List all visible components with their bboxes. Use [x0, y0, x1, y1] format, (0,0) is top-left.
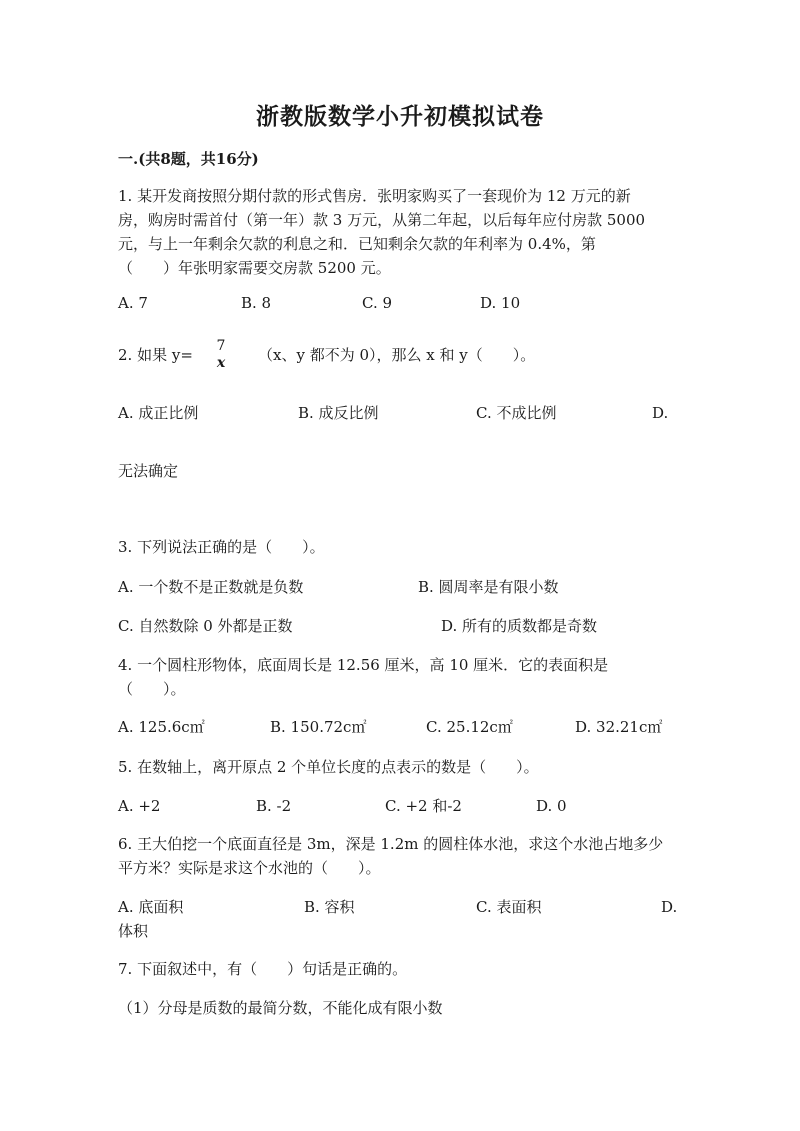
fraction-denominator: x — [216, 355, 226, 371]
question-6-option-c[interactable]: C. 表面积 — [476, 898, 542, 916]
question-1-option-a[interactable]: A. 7 — [118, 294, 148, 312]
section-heading: 一.(共8题，共16分) — [118, 150, 259, 168]
question-2-prefix: 2. 如果 y= — [118, 346, 193, 364]
question-2-option-d-text: 无法确定 — [118, 462, 179, 480]
question-7-statement-1: （1）分母是质数的最简分数，不能化成有限小数 — [118, 999, 443, 1017]
question-1-option-b[interactable]: B. 8 — [241, 294, 272, 312]
question-4-option-a[interactable]: A. 125.6c㎡ — [118, 718, 205, 736]
question-2-suffix: （x、y 都不为 0），那么 x 和 y（ ）。 — [258, 346, 536, 364]
question-5-option-a[interactable]: A. +2 — [118, 797, 161, 815]
question-1-line-3: 元，与上一年剩余欠款的利息之和．已知剩余欠款的年利率为 0.4%，第 — [118, 235, 596, 253]
question-1-option-c[interactable]: C. 9 — [362, 294, 393, 312]
question-6-option-a[interactable]: A. 底面积 — [118, 898, 184, 916]
page-title: 浙教版数学小升初模拟试卷 — [256, 103, 544, 130]
question-3-option-d[interactable]: D. 所有的质数都是奇数 — [441, 617, 598, 635]
question-5-option-d[interactable]: D. 0 — [536, 797, 567, 815]
question-6-option-d[interactable]: D. — [661, 898, 678, 916]
question-2-option-d[interactable]: D. — [652, 404, 669, 422]
question-5-stem: 5. 在数轴上，离开原点 2 个单位长度的点表示的数是（ ）。 — [118, 758, 539, 776]
question-7-stem: 7. 下面叙述中，有（ ）句话是正确的。 — [118, 960, 408, 978]
question-5-option-c[interactable]: C. +2 和-2 — [385, 797, 462, 815]
question-1-line-4: （ ）年张明家需要交房款 5200 元。 — [118, 259, 391, 277]
fraction-numerator: 7 — [216, 338, 226, 354]
question-2-option-a[interactable]: A. 成正比例 — [118, 404, 199, 422]
question-4-option-c[interactable]: C. 25.12c㎡ — [426, 718, 513, 736]
question-1-line-2: 房，购房时需首付（第一年）款 3 万元，从第二年起，以后每年应付房款 5000 — [118, 211, 646, 229]
question-4-line-1: 4. 一个圆柱形物体，底面周长是 12.56 厘米，高 10 厘米．它的表面积是 — [118, 656, 609, 674]
question-3-option-c[interactable]: C. 自然数除 0 外都是正数 — [118, 617, 293, 635]
question-5-option-b[interactable]: B. -2 — [256, 797, 292, 815]
question-6-option-b[interactable]: B. 容积 — [304, 898, 355, 916]
question-1-line-1: 1. 某开发商按照分期付款的形式售房．张明家购买了一套现价为 12 万元的新 — [118, 187, 631, 205]
question-3-stem: 3. 下列说法正确的是（ ）。 — [118, 538, 325, 556]
question-1-option-d[interactable]: D. 10 — [480, 294, 521, 312]
question-6-line-1: 6. 王大伯挖一个底面直径是 3m，深是 1.2m 的圆柱体水池，求这个水池占地多少 — [118, 835, 664, 853]
question-6-line-2: 平方米？实际是求这个水池的（ ）。 — [118, 859, 381, 877]
question-2-option-c[interactable]: C. 不成比例 — [476, 404, 557, 422]
question-4-option-d[interactable]: D. 32.21c㎡ — [575, 718, 663, 736]
question-3-option-b[interactable]: B. 圆周率是有限小数 — [418, 578, 559, 596]
question-2-option-b[interactable]: B. 成反比例 — [298, 404, 379, 422]
question-4-line-2: （ ）。 — [118, 680, 186, 698]
fraction-seven-over-x — [214, 338, 228, 372]
question-4-option-b[interactable]: B. 150.72c㎡ — [270, 718, 367, 736]
question-6-option-d-text: 体积 — [118, 922, 149, 940]
question-3-option-a[interactable]: A. 一个数不是正数就是负数 — [118, 578, 304, 596]
